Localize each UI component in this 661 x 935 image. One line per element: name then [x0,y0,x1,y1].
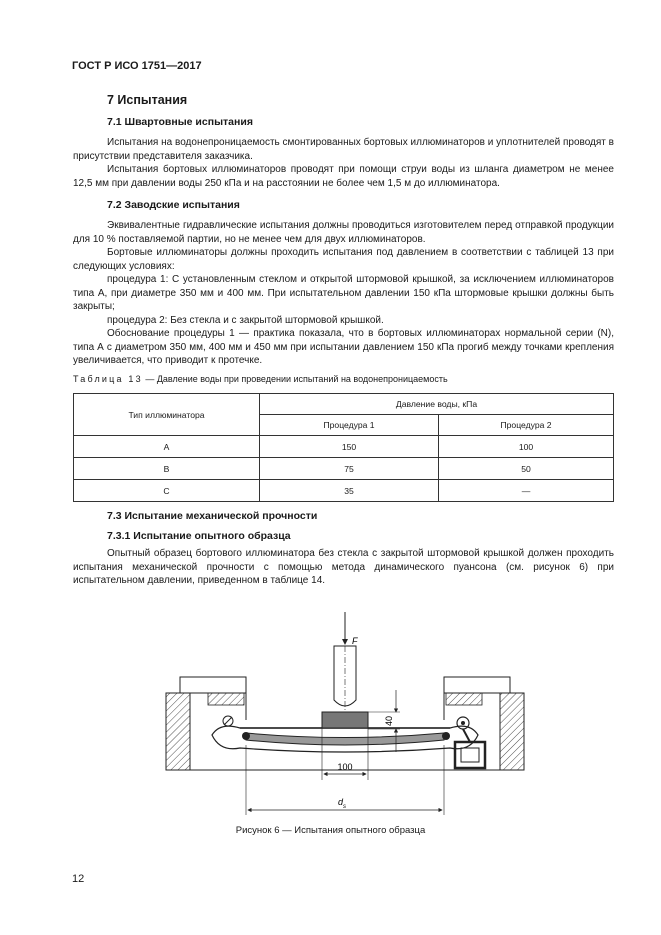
table-cell: 150 [260,436,439,458]
table-cell: 50 [439,458,614,480]
paragraph: Эквивалентные гидравлические испытания должны проводиться изготовителем перед отправкой продукции для 10 % поставляемой партии, но не менее чем для двух иллюминаторов. [73,220,614,245]
table-caption [73,374,448,384]
paragraph: процедура 2: Без стекла и с закрытой штормовой крышкой. [107,314,384,326]
left-frame-wall [166,693,190,770]
section-title: 7 Испытания [107,93,188,107]
paragraph: Испытания на водонепроницаемость смонтированных бортовых иллюминаторов и уплотнителей проводят в присутствии представителя заказчика. [73,137,614,162]
subsection-7-3-title: 7.3 Испытание механической прочности [107,510,318,522]
table-caption-text: — Давление воды при проведении испытаний на водонепроницаемость [142,374,448,384]
subsection-7-3-1-title: 7.3.1 Испытание опытного образца [107,530,291,542]
pressure-table [73,393,614,502]
table-header-proc1: Процедура 1 [260,415,439,436]
paragraph: Бортовые иллюминаторы должны проходить испытания под давлением в соответствии с таблицей 13 при следующих условиях: [73,247,614,272]
table-cell: 75 [260,458,439,480]
diameter-label [338,797,346,810]
table-row [74,480,614,502]
right-top-flange [444,677,510,693]
dog-handle [455,742,485,768]
figure-6-drawing [0,600,661,825]
table-header-proc2: Процедура 2 [439,415,614,436]
table-cell: — [439,480,614,502]
subsection-7-3-1-body [73,547,614,588]
page-number: 12 [72,873,85,885]
right-frame-wall [500,693,524,770]
document-header: ГОСТ Р ИСО 1751—2017 [72,60,202,72]
paragraph: Обоснование процедуры 1 — практика показала, что в бортовых иллюминаторах нормальной серии (N), типа А с диаметром 350 мм, 400 мм и 450 мм при испытании давлением 150 кПа прогиб между точками крепления увеличивается, что приводит к протечке. [73,328,614,366]
table-header-type: Тип иллюминатора [74,394,260,436]
table-caption-number: Таблица 13 [73,374,143,384]
subsection-7-1-body [73,136,614,190]
subsection-7-2-title: 7.2 Заводские испытания [107,199,240,211]
paragraph: Испытания бортовых иллюминаторов проводят при помощи струи воды из шланга диаметром не менее 12,5 мм при давлении воды 250 кПа и на расстоянии не более чем 1,5 м до иллюминатора. [73,164,614,189]
storm-cover [246,733,444,745]
paragraph: Опытный образец бортового иллюминатора без стекла с закрытой штормовой крышкой должен проходить испытания механической прочности с помощью метода динамического пуансона (см. рисунок 6) при испытательном давлении, приведенном в таблице 14. [73,548,614,586]
left-top-flange [180,677,246,693]
force-label: F [352,636,358,646]
diameter-subscript: s [343,804,347,810]
table-row [74,436,614,458]
table-header-pressure: Давление воды, кПа [260,394,614,415]
table-row [74,458,614,480]
height-dimension-label: 40 [384,715,394,726]
figure-caption: Рисунок 6 — Испытания опытного образца [235,825,426,836]
table-cell: B [74,458,260,480]
hinge-pin-left [242,732,250,740]
table-cell: A [74,436,260,458]
paragraph: процедура 1: С установленным стеклом и открытой штормовой крышкой, за исключением иллюминаторов типа А, при диаметре 350 мм и 400 мм. При испытательном давлении 150 кПа штормовые крышки должны быть закрыты; [73,274,614,312]
subsection-7-2-body [73,219,614,368]
table-cell: C [74,480,260,502]
width-dimension-label: 100 [337,762,353,772]
subsection-7-1-title: 7.1 Швартовные испытания [107,116,253,128]
table-cell: 100 [439,436,614,458]
table-cell: 35 [260,480,439,502]
punch-pad [322,712,368,728]
diameter-symbol: d [337,797,344,807]
